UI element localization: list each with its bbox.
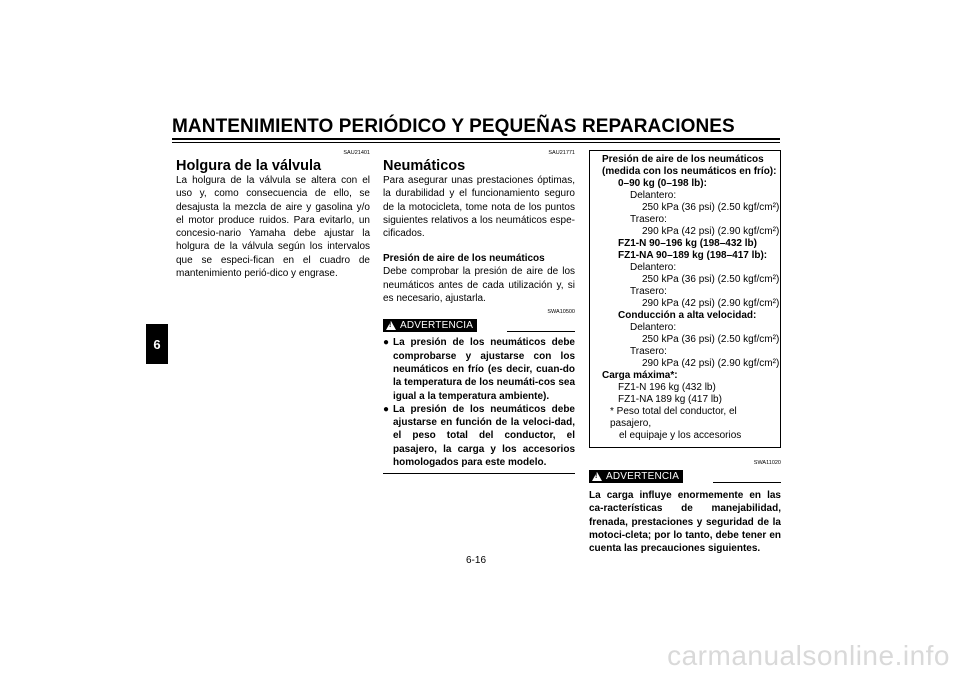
front-label: Delantero: (630, 322, 677, 333)
bullet-text: La presión de los neumáticos debe ajustarse en función de la veloci-dad, el peso total del conductor, el pasajero, la carga y los accesorios homologados para este modelo. (393, 403, 575, 469)
front-label: Delantero: (630, 262, 677, 273)
section-code: SAU21771 (548, 150, 575, 156)
warning-label: ADVERTENCIA (606, 471, 680, 482)
warning-rule (713, 482, 781, 483)
warning-text: La carga influye enormemente en las ca-racterísticas de manejabilidad, frenada, prestaciones y seguridad de la motoci-cleta; por lo tanto, debe tener en cuenta las precauciones siguientes. (589, 490, 781, 555)
front-value: 250 kPa (36 psi) (2.50 kgf/cm²) (642, 334, 780, 345)
footnote: el equipaje y los accesorios (619, 430, 742, 441)
warning-triangle-icon (386, 321, 396, 330)
box-title: Presión de aire de los neumáticos (602, 154, 764, 165)
column-valve-clearance (176, 150, 370, 280)
body-paragraph: Para asegurar unas prestaciones óptimas, la durabilidad y el funcionamiento seguro de la motocicleta, tome nota de los puntos siguientes relativos a los neumáticos espe-cificados. (383, 175, 575, 240)
bullet-text: La presión de los neumáticos debe comprobarse y ajustarse con los neumáticos en frío (es decir, cuan-do la temperatura de los neumáti-cos sea igual a la temperatura ambiente). (393, 337, 575, 402)
rear-label: Trasero: (630, 286, 667, 297)
rear-value: 290 kPa (42 psi) (2.90 kgf/cm²) (642, 298, 780, 309)
list-item (383, 403, 575, 469)
chapter-tab: 6 (146, 324, 168, 364)
section-code: SAU21401 (343, 150, 370, 156)
box-title: (medida con los neumáticos en frío): (602, 166, 777, 177)
rear-label: Trasero: (630, 214, 667, 225)
rear-value: 290 kPa (42 psi) (2.90 kgf/cm²) (642, 358, 780, 369)
front-label: Delantero: (630, 190, 677, 201)
warning-badge (589, 470, 683, 483)
body-paragraph: La holgura de la válvula se altera con el uso y, como consecuencia de ello, se desajusta la mezcla de aire y gasolina y/o el motor produce ruidos. Para evitarlo, un concesio-nario Yamaha debe ajustar la holgura de la válvula según los intervalos que se especi-fican en el cuadro de mantenimiento perió-dico y engrase. (176, 175, 370, 280)
warning-header (383, 319, 575, 332)
watermark: carmanualsonline.info (667, 640, 950, 671)
section-heading: Holgura de la válvula (176, 158, 322, 174)
max-load-value: FZ1-N 196 kg (432 lb) (618, 382, 716, 393)
page-header-title: MANTENIMIENTO PERIÓDICO Y PEQUEÑAS REPARACIONES (172, 116, 735, 137)
load-range: 0–90 kg (0–198 lb): (618, 178, 707, 189)
max-load-label: Carga máxima*: (602, 370, 678, 381)
page-number: 6-16 (466, 555, 487, 566)
front-value: 250 kPa (36 psi) (2.50 kgf/cm²) (642, 202, 780, 213)
load-range: FZ1-NA 90–189 kg (198–417 lb): (618, 250, 768, 261)
list-item (383, 336, 575, 402)
front-value: 250 kPa (36 psi) (2.50 kgf/cm²) (642, 274, 780, 285)
load-range: FZ1-N 90–196 kg (198–432 lb) (618, 238, 757, 249)
bullet-icon: ● (383, 403, 390, 415)
bullet-icon: ● (383, 337, 390, 349)
warning-rule (507, 331, 575, 332)
header-rule-thin (172, 142, 780, 143)
rear-label: Trasero: (630, 346, 667, 357)
column-tire-pressure (589, 150, 781, 555)
header-rule (172, 138, 780, 140)
footnote: * Peso total del conductor, el pasajero, (610, 406, 737, 429)
warning-triangle-icon (592, 472, 602, 481)
warning-label: ADVERTENCIA (400, 320, 474, 332)
subheading: Presión de aire de los neumáticos (383, 253, 545, 265)
warning-code: SWA11020 (753, 460, 781, 466)
warning-badge (383, 319, 477, 332)
body-paragraph: Debe comprobar la presión de aire de los neumáticos antes de cada utilización y, si es necesario, ajustarla. (383, 266, 575, 305)
warning-header (589, 470, 781, 483)
warning-bullets (383, 336, 575, 469)
warning-code: SWA10500 (547, 309, 575, 316)
column-tires (383, 150, 575, 474)
warning-end-rule (383, 473, 575, 474)
section-heading: Neumáticos (383, 158, 466, 174)
load-range: Conducción a alta velocidad: (618, 310, 757, 321)
tire-pressure-box (589, 150, 781, 448)
max-load-value: FZ1-NA 189 kg (417 lb) (618, 394, 722, 405)
rear-value: 290 kPa (42 psi) (2.90 kgf/cm²) (642, 226, 780, 237)
